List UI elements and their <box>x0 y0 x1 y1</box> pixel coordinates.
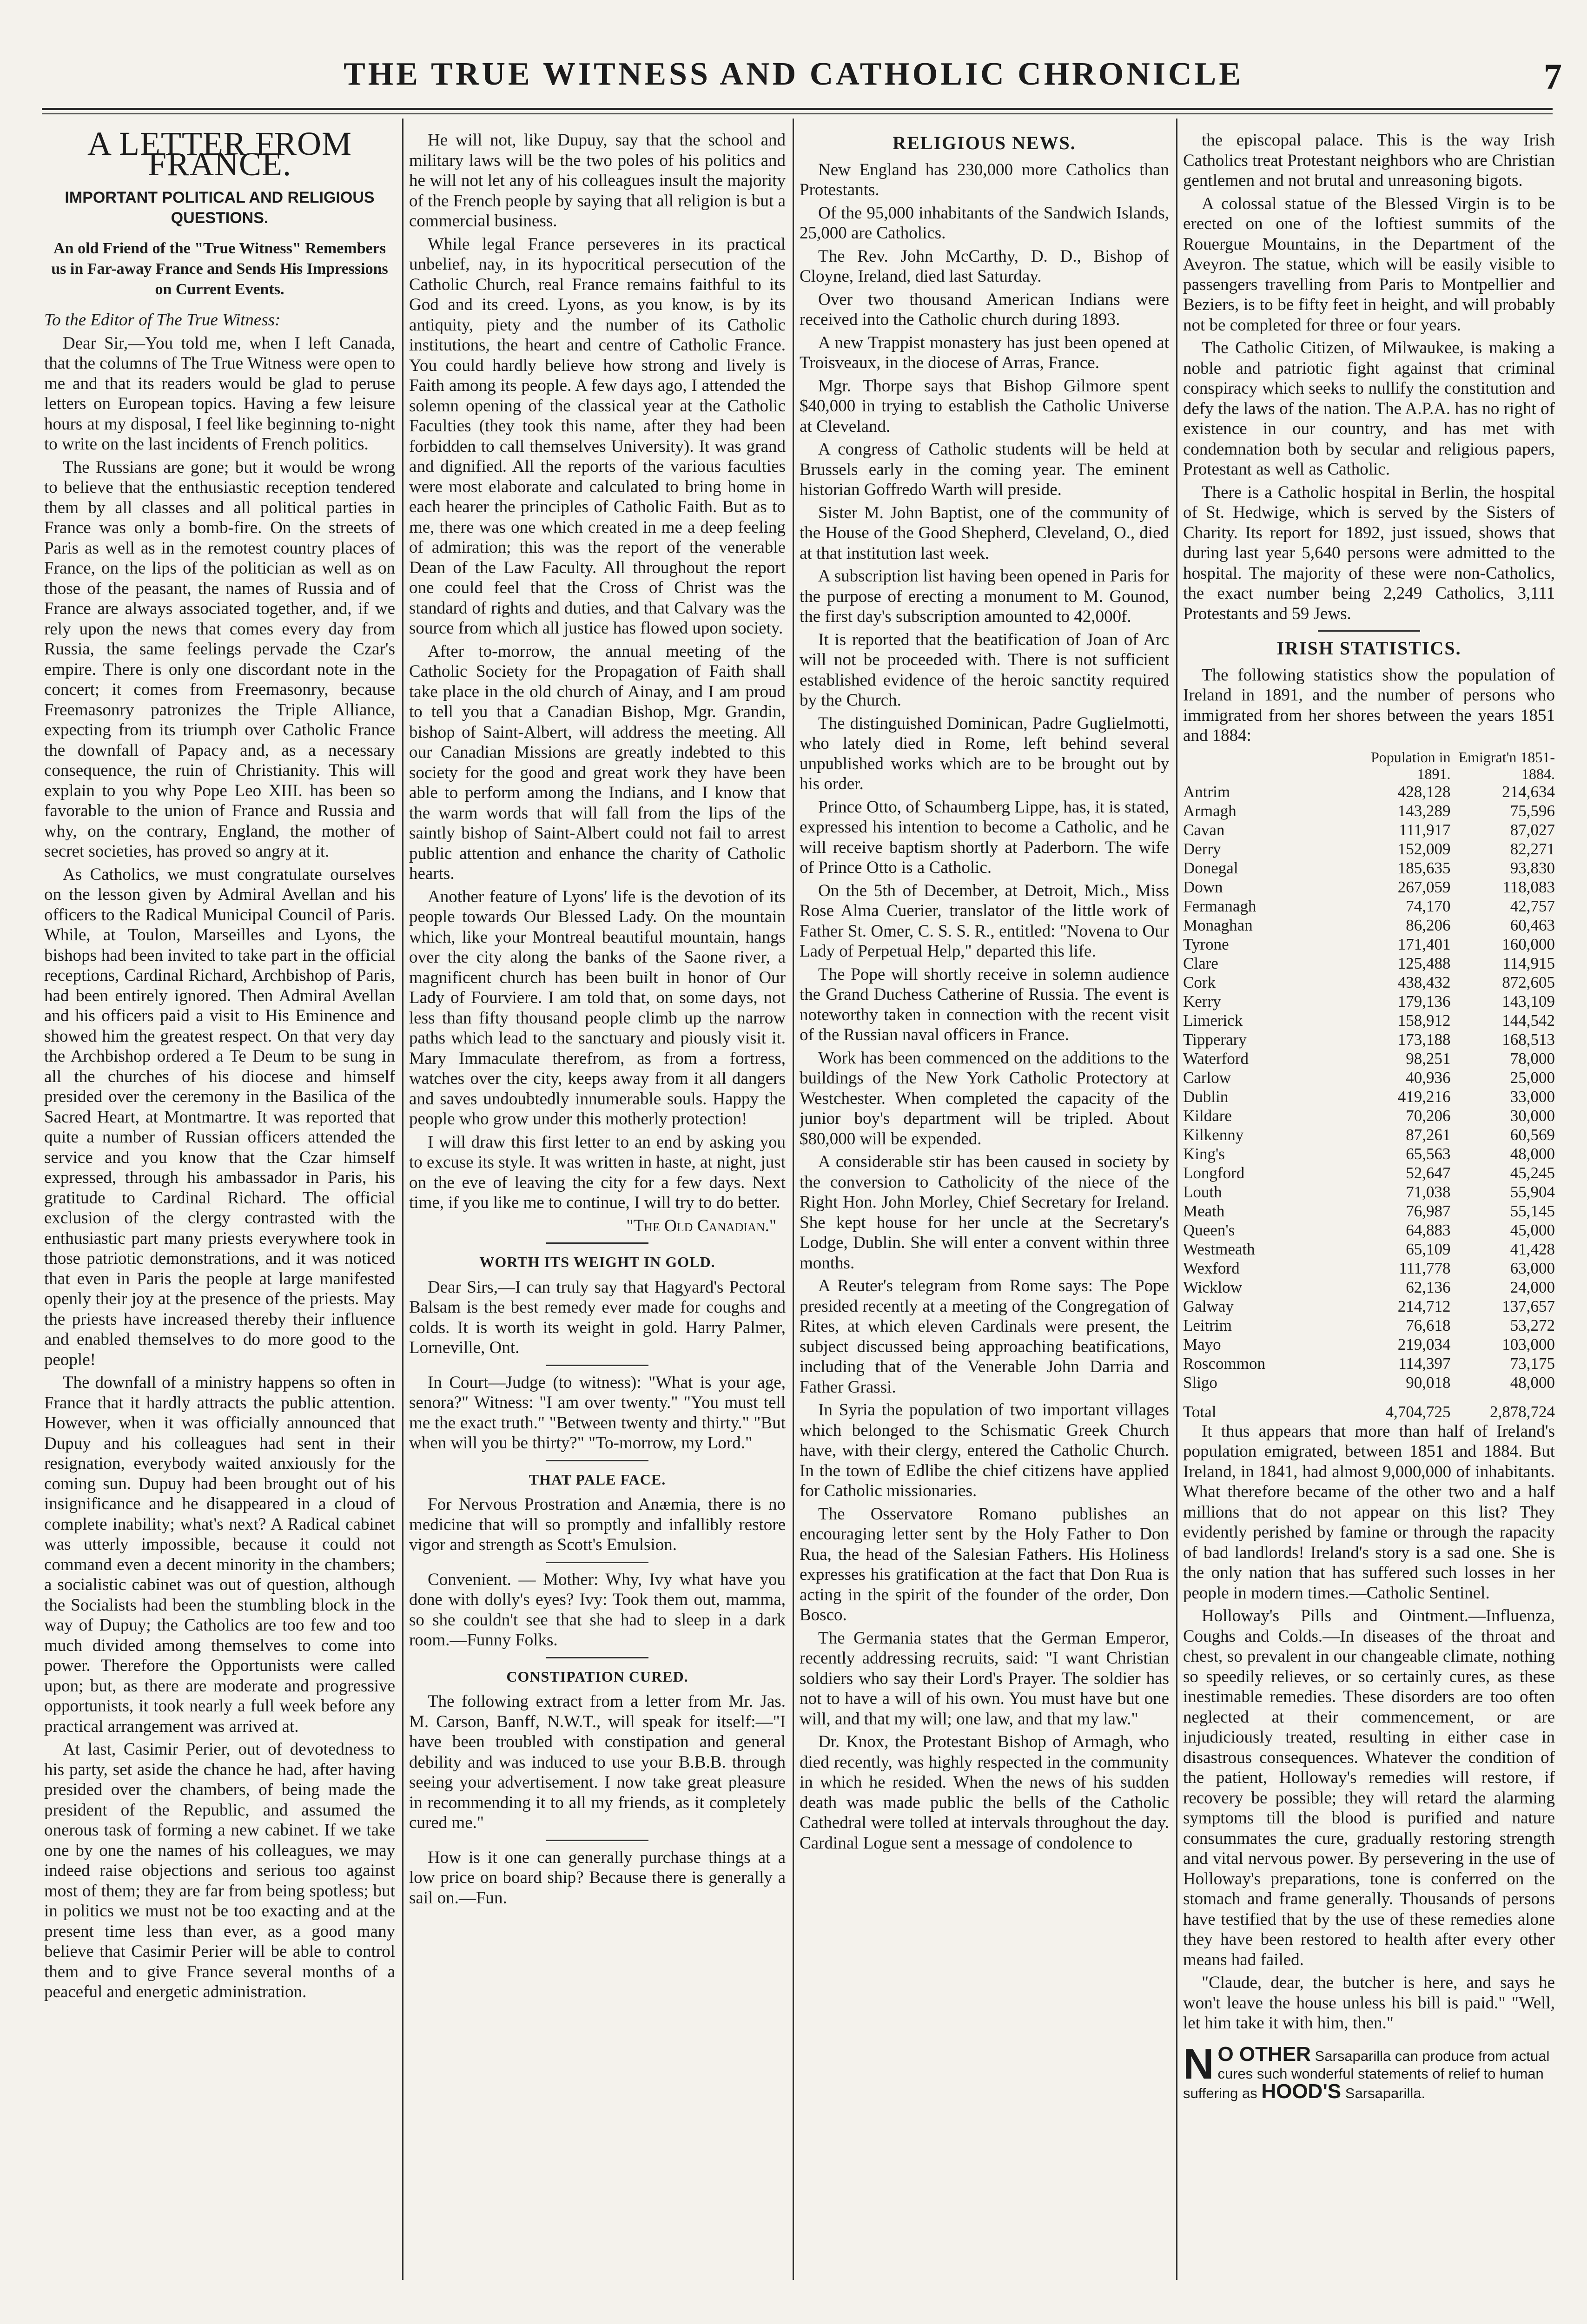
population-cell: 98,251 <box>1406 1049 1451 1068</box>
news-item: In Syria the population of two important villages which belonged to the Schismatic Greek Church have, with their clergy, entered the Catholic Church. In the town of Edlibe the chief citizens have applied for Catholic missionaries. <box>800 1400 1169 1500</box>
county-cell: Sligo <box>1183 1373 1217 1392</box>
stats-intro: The following statistics show the population of Ireland in 1891, and the number of persons who immigrated from her shores between the years 1851 and 1884: <box>1183 665 1555 745</box>
emigration-cell: 160,000 <box>1502 935 1555 953</box>
news-item: There is a Catholic hospital in Berlin, the hospital of St. Hedwige, which is served by the Sisters of Charity. Its report for 1892, just issued, shows that during last year 5,640 persons were admitted to the hospital. The majority of these were non-Catholics, the exact number being 2,249 Catholics, 3,111 Protestants and 59 Jews. <box>1183 482 1555 623</box>
emigration-cell: 53,272 <box>1510 1316 1555 1334</box>
emigration-cell: 2,878,724 <box>1490 1402 1555 1421</box>
population-cell: 438,432 <box>1397 973 1451 991</box>
population-cell: 64,883 <box>1406 1221 1451 1239</box>
article-paragraph: As Catholics, we must congratulate ourselves on the lesson given by Admiral Avellan and his officers to the Radical Municipal Council of Paris. While, at Toulon, Marseilles and Lyons, the bishops had been invited to take part in the official receptions, Cardinal Richard, Archbishop of Paris, had been entirely ignored. Then Admiral Avellan and his officers paid a visit to His Eminence and showed him the greatest respect. On that very day the Archbishop ordered a Te Deum to be sung in all the churches of his diocese and himself presided over the ceremony in the Basilica of the Sacred Heart, at Montmartre. It was reported that quite a number of Russian officers attended the service and you know that the Czar himself expressed, through his ambassador in Paris, his gratitude to Cardinal Richard. The official exclusion of the clergy contrasted with the enthusiastic part many priests everywhere took in those patriotic demonstrations, and it was noticed that even in Paris the people at large manifested openly their joy at the presence of the priests. May the priests have increased thereby their influence and enabled themselves to do more good to the people! <box>44 865 395 1369</box>
deck: An old Friend of the "True Witness" Remembers us in Far-away France and Sends His Impressions on Current Events. <box>51 240 388 298</box>
column-2 <box>409 130 786 2287</box>
news-item: The Germania states that the German Emperor, recently addressing recruits, said: "I want Christian soldiers who say their Lord's Prayer. The soldier has not to have a will of his own. You must have but one will, and that my will; one law, and that my law." <box>800 1628 1169 1729</box>
emigration-cell: 93,830 <box>1510 858 1555 877</box>
county-cell: Galway <box>1183 1297 1234 1315</box>
emigration-cell: 214,634 <box>1502 782 1555 801</box>
table-row <box>1183 1240 1555 1259</box>
county-cell: King's <box>1183 1144 1225 1163</box>
county-cell: Limerick <box>1183 1011 1243 1030</box>
table-row <box>1183 820 1555 839</box>
short-items <box>409 1252 786 1908</box>
population-cell: 158,912 <box>1397 1011 1451 1030</box>
county-cell: Carlow <box>1183 1068 1231 1087</box>
table-row <box>1183 1373 1555 1392</box>
ad-brand: HOOD'S <box>1261 2080 1342 2103</box>
emigration-cell: 75,596 <box>1510 801 1555 820</box>
divider <box>1318 630 1420 632</box>
news-item: The Pope will shortly receive in solemn audience the Grand Duchess Catherine of Russia. The event is noteworthy taken in connection with the recent visit of the Russian naval officers in France. <box>800 964 1169 1044</box>
population-cell: 111,917 <box>1399 820 1451 839</box>
news-item: Over two thousand American Indians were received into the Catholic church during 1893. <box>800 290 1169 329</box>
emigration-cell: 55,145 <box>1510 1202 1555 1220</box>
county-cell: Roscommon <box>1183 1354 1265 1373</box>
emigration-cell: 63,000 <box>1510 1259 1555 1277</box>
emigration-cell: 144,542 <box>1502 1011 1555 1030</box>
item-text: Dear Sirs,—I can truly say that Hagyard's Pectoral Balsam is the best remedy ever made for coughs and colds. It is worth its weight in gold. Harry Palmer, Lorneville, Ont. <box>409 1277 786 1357</box>
population-cell: 86,206 <box>1406 916 1451 934</box>
item-heading: THAT PALE FACE. <box>529 1471 666 1488</box>
population-cell: 65,563 <box>1406 1144 1451 1163</box>
emigration-cell: 48,000 <box>1510 1373 1555 1392</box>
ad-lead: O OTHER <box>1217 2042 1311 2066</box>
headline: A LETTER FROM FRANCE. <box>87 130 352 183</box>
table-row <box>1183 858 1555 878</box>
news-item: A colossal statue of the Blessed Virgin is to be erected on one of the loftiest summits of the Rouergue Mountains, in the Department of the Aveyron. The statue, which will be easily visible to passengers travelling from Paris to Montpellier and Beziers, is to be fifty feet in height, and will probably not be completed for three or four years. <box>1183 194 1555 335</box>
news-item: A new Trappist monastery has just been opened at Troisveaux, in the diocese of Arras, France. <box>800 333 1169 372</box>
population-cell: 171,401 <box>1397 935 1451 953</box>
county-cell: Fermanagh <box>1183 897 1256 915</box>
article-paragraph: After to-morrow, the annual meeting of the Catholic Society for the Propagation of Faith shall take place in the old church of Ainay, and I am proud to tell you that a Canadian Bishop, Mgr. Grandin, bishop of Saint-Albert, will address the meeting. All our Canadian Missions are greatly indebted to this society for the good and great work they have been able to perform among the Indians, and I know that the warm words that will fall from the lips of the saintly bishop of Saint-Albert could not fail to arrest public attention and enhance the charity of Catholic hearts. <box>409 641 786 883</box>
masthead-rule-thin <box>42 113 1553 114</box>
county-cell: Leitrim <box>1183 1316 1232 1334</box>
page-mark: 7 <box>1544 56 1565 97</box>
county-cell: Queen's <box>1183 1221 1235 1239</box>
divider <box>546 1365 648 1366</box>
emigration-cell: 41,428 <box>1510 1240 1555 1258</box>
county-cell: Cavan <box>1183 820 1225 839</box>
population-cell: 179,136 <box>1397 992 1451 1010</box>
county-cell: Westmeath <box>1183 1240 1255 1258</box>
population-cell: 70,206 <box>1406 1106 1451 1125</box>
county-cell: Antrim <box>1183 782 1230 801</box>
table-row <box>1183 1182 1555 1202</box>
column-3 <box>800 130 1169 2287</box>
news-item: A considerable stir has been caused in society by the conversion to Catholicity of the niece of the Right Hon. John Morley, Chief Secretary for Ireland. She kept house for her uncle at the Secretary's Lodge, Dublin. She will enter a convent within three months. <box>800 1152 1169 1273</box>
item-text: The following extract from a letter from Mr. Jas. M. Carson, Banff, N.W.T., will speak for itself:—"I have been troubled with constipation and general debility and was induced to use your B.B.B. through seeing your advertisement. I now take great pleasure in recommending it to all my friends, as it completely cured me." <box>409 1692 786 1832</box>
emigration-cell: 137,657 <box>1502 1297 1555 1315</box>
news-item: Prince Otto, of Schaumberg Lippe, has, it is stated, expressed his intention to become a Catholic, and he will receive baptism shortly at Paderborn. The wife of Prince Otto is a Catholic. <box>800 797 1169 877</box>
salutation: To the Editor of The True Witness: <box>44 310 281 330</box>
county-cell: Donegal <box>1183 858 1238 877</box>
emigration-cell: 168,513 <box>1502 1030 1555 1049</box>
news-item: Work has been commenced on the additions to the buildings of the New York Catholic Protectory at Westchester. When completed the capacity of the junior boy's department will be tripled. About $80,000 will be expended. <box>800 1048 1169 1149</box>
table-row <box>1183 1202 1555 1221</box>
news-item: The Osservatore Romano publishes an encouraging letter sent by the Holy Father to Don Rua, the head of the Salesian Fathers. His Holiness expresses his gratification at the fact that Don Rua is acting in the spirit of the founder of the order, Don Bosco. <box>800 1504 1169 1624</box>
news-item: A subscription list having been opened in Paris for the purpose of erecting a monument to M. Gounod, the first day's subscription amounted to 42,000f. <box>800 567 1169 626</box>
table-row <box>1183 878 1555 897</box>
population-cell: 62,136 <box>1406 1278 1451 1296</box>
population-cell: 219,034 <box>1397 1335 1451 1353</box>
news-item: A Reuter's telegram from Rome says: The Pope presided recently at a meeting of the Congregation of Rites, at which eleven Cardinals were present, the subject discussed being approaching beatifications, including that of the Venerable John Darria and Father Grassi. <box>800 1276 1169 1397</box>
masthead-title: THE TRUE WITNESS AND CATHOLIC CHRONICLE <box>344 56 1243 92</box>
news-item: On the 5th of December, at Detroit, Mich., Miss Rose Alma Cuerier, translator of the little work of Father St. Omer, C. S. S. R., entitled: "Novena to Our Lady of Perpetual Help," departed this life. <box>800 881 1169 961</box>
table-row <box>1183 1278 1555 1297</box>
population-cell: 90,018 <box>1406 1373 1451 1392</box>
column-1 <box>44 130 395 2287</box>
column-header-emigration: Emigrat'n 1851-1884. <box>1458 748 1555 782</box>
emigration-cell: 60,463 <box>1510 916 1555 934</box>
column-rule <box>793 119 794 2280</box>
emigration-cell: 872,605 <box>1502 973 1555 991</box>
item-text: In Court—Judge (to witness): "What is your age, senora?" Witness: "I am over twenty." "You must tell me the exact truth." "Between twenty and thirty." "But when will you be thirty?" "To-morrow, my Lord." <box>409 1373 786 1452</box>
news-item: Dr. Knox, the Protestant Bishop of Armagh, who died recently, was highly respected in the community in which he resided. When the news of his sudden death was made public the bells of the Catholic Cathedral were tolled at intervals throughout the day. Cardinal Logue sent a message of condolence to <box>800 1732 1169 1853</box>
population-cell: 114,397 <box>1398 1354 1451 1373</box>
statistics-table <box>1183 749 1555 1421</box>
subhead: IMPORTANT POLITICAL AND RELIGIOUS QUESTIONS. <box>65 189 375 227</box>
ad-text: Sarsaparilla can produce from actual cures such wonderful statements of relief to human suffering as <box>1183 2047 1550 2101</box>
news-item: Sister M. John Baptist, one of the community of the House of the Good Shepherd, Cleveland, O., died at that institution last week. <box>800 503 1169 563</box>
emigration-cell: 87,027 <box>1510 820 1555 839</box>
population-cell: 428,128 <box>1397 782 1451 801</box>
county-cell: Waterford <box>1183 1049 1249 1068</box>
county-cell: Louth <box>1183 1182 1222 1201</box>
column-4 <box>1183 130 1555 2287</box>
table-row <box>1183 1125 1555 1144</box>
table-row <box>1183 1144 1555 1163</box>
news-item: "Claude, dear, the butcher is here, and says he won't leave the house unless his bill is paid." "Well, let him take it with him, then." <box>1183 1973 1555 2033</box>
table-row <box>1183 1030 1555 1049</box>
news-item: The distinguished Dominican, Padre Guglielmotti, who lately died in Rome, left behind several unpublished works which are to be brought out by his order. <box>800 713 1169 793</box>
population-cell: 214,712 <box>1397 1297 1451 1315</box>
news-item: the episcopal palace. This is the way Irish Catholics treat Protestant neighbors who are Christian gentlemen and not brutal and unreasoning bigots. <box>1183 131 1555 190</box>
county-cell: Kilkenny <box>1183 1125 1244 1144</box>
column-rule <box>402 119 403 2280</box>
emigration-cell: 45,000 <box>1510 1221 1555 1239</box>
column-header-population: Population in 1891. <box>1370 748 1451 782</box>
county-cell: Derry <box>1183 839 1221 858</box>
population-cell: 74,170 <box>1406 897 1451 915</box>
table-row <box>1183 1049 1555 1068</box>
article-paragraph: Dear Sir,—You told me, when I left Canada, that the columns of The True Witness were open to me and that its readers would be glad to peruse letters on European topics. Having a few leisure hours at my disposal, I feel like beginning to-night to write on the last incidents of French politics. <box>44 333 395 454</box>
divider <box>546 1460 648 1461</box>
table-row <box>1183 1087 1555 1106</box>
ad-tail: Sarsaparilla. <box>1345 2085 1426 2101</box>
table-row <box>1183 1316 1555 1335</box>
county-cell: Clare <box>1183 954 1218 972</box>
county-cell: Wicklow <box>1183 1278 1242 1296</box>
emigration-cell: 60,569 <box>1510 1125 1555 1144</box>
population-cell: 111,778 <box>1399 1259 1451 1277</box>
table-row <box>1183 1106 1555 1125</box>
emigration-cell: 25,000 <box>1510 1068 1555 1087</box>
county-cell: Down <box>1183 878 1223 896</box>
stats-heading: IRISH STATISTICS. <box>1276 638 1461 659</box>
closing-paragraphs <box>1183 1421 1555 2034</box>
emigration-cell: 24,000 <box>1510 1278 1555 1296</box>
table-row <box>1183 782 1555 801</box>
county-cell: Monaghan <box>1183 916 1253 934</box>
table-row <box>1183 801 1555 820</box>
population-cell: 173,188 <box>1397 1030 1451 1049</box>
news-item: It thus appears that more than half of Ireland's population emigrated, between 1851 and 1884. But Ireland, in 1841, had almost 9,000,000 of inhabitants. What therefore became of the other two and a half millions that do not appear on this list? They evidently perished by famine or through the rapacity of bad landlords! Ireland's story is a sad one. She is the only nation that has suffered such losses in her people in modern times.—Catholic Sentinel. <box>1183 1421 1555 1603</box>
section-heading: RELIGIOUS NEWS. <box>893 132 1076 153</box>
table-row <box>1183 839 1555 858</box>
table-row <box>1183 1297 1555 1316</box>
table-row <box>1183 1221 1555 1240</box>
emigration-cell: 42,757 <box>1510 897 1555 915</box>
table-header-row <box>1183 749 1555 782</box>
emigration-cell: 82,271 <box>1510 839 1555 858</box>
article-paragraph: While legal France perseveres in its practical unbelief, nay, in its hypocritical persecution of the Catholic Church, real France remains faithful to its God and its creed. Lyons, as you know, is by its antiquity, piety and the number of its Catholic institutions, the heart and centre of Catholic France. You could hardly believe how strong and lively is Faith among its people. A few days ago, I attended the solemn opening of the classical year at the Catholic Faculties (they took this name, after they had been forbidden to call themselves University). It was grand and dignified. All the reports of the various faculties were most elaborate and calculated to bring home in each hearer the principles of Catholic Faith. But as to me, there was one which created in me a deep feeling of admiration; this was the report of the venerable Dean of the Law Faculty. All throughout the report one could feel that the Cross of Christ was the standard of rights and duties, and that Calvary was the source from which all justice has flowed upon society. <box>409 234 786 638</box>
table-row <box>1183 954 1555 973</box>
article-paragraph: Another feature of Lyons' life is the devotion of its people towards Our Blessed Lady. On the mountain which, like your Montreal beautiful mountain, hangs over the city along the banks of the Saone river, a magnificent church has been built in honor of Our Lady of Fourviere. I am told that, on some days, not less than fifty thousand people climb up the narrow paths which lead to the sanctuary and piously visit it. Mary Immaculate therefrom, as from a fortress, watches over the city, keeps away from it all dangers and saves undoubtedly innumerable souls. Happy the people who grow under this motherly protection! <box>409 887 786 1129</box>
population-cell: 267,059 <box>1397 878 1451 896</box>
county-cell: Tipperary <box>1183 1030 1247 1049</box>
article-body <box>44 333 395 2002</box>
table-row <box>1183 1354 1555 1373</box>
table-row <box>1183 1335 1555 1354</box>
population-cell: 40,936 <box>1406 1068 1451 1087</box>
emigration-cell: 45,245 <box>1510 1163 1555 1182</box>
population-cell: 185,635 <box>1397 858 1451 877</box>
population-cell: 152,009 <box>1397 839 1451 858</box>
population-cell: 125,488 <box>1397 954 1451 972</box>
emigration-cell: 30,000 <box>1510 1106 1555 1125</box>
news-item: The Catholic Citizen, of Milwaukee, is making a noble and patriotic fight against that criminal conspiracy which seeks to nullify the constitution and defy the laws of the nation. The A.P.A. has no right of existence in our country, and has met with condemnation both by secular and religious papers, Protestant as well as Catholic. <box>1183 338 1555 479</box>
masthead <box>0 56 1587 112</box>
emigration-cell: 48,000 <box>1510 1144 1555 1163</box>
population-cell: 4,704,725 <box>1385 1402 1451 1421</box>
emigration-cell: 78,000 <box>1510 1049 1555 1068</box>
religious-news-list <box>800 160 1169 1854</box>
table-row <box>1183 973 1555 992</box>
population-cell: 71,038 <box>1406 1182 1451 1201</box>
table-row <box>1183 935 1555 954</box>
item-text: How is it one can generally purchase things at a low price on board ship? Because there is generally a sail on.—Fun. <box>409 1848 786 1908</box>
emigration-cell: 114,915 <box>1502 954 1555 972</box>
county-cell: Longford <box>1183 1163 1245 1182</box>
county-cell: Mayo <box>1183 1335 1221 1353</box>
table-row <box>1183 916 1555 935</box>
news-item: It is reported that the beatification of Joan of Arc will not be proceeded with. There is not sufficient established evidence of the heroic sanctity required by the Church. <box>800 630 1169 710</box>
news-item: Of the 95,000 inhabitants of the Sandwich Islands, 25,000 are Catholics. <box>800 203 1169 243</box>
emigration-cell: 143,109 <box>1502 992 1555 1010</box>
news-continued <box>1183 130 1555 624</box>
emigration-cell: 73,175 <box>1510 1354 1555 1373</box>
divider <box>546 1840 648 1841</box>
ad-drop-cap: N <box>1183 2040 1214 2088</box>
news-item: Holloway's Pills and Ointment.—Influenza, Coughs and Colds.—In diseases of the throat and chest, so prevalent in our changeable climate, nothing so speedily relieves, or so certainly cures, as these inestimable remedies. These disorders are too often neglected at their commencement, or are injudiciously treated, resulting in either case in disastrous consequences. Whatever the condition of the patient, Holloway's remedies will restore, if recovery be possible; they will retard the alarming symptoms till the blood is purified and nature consummates the cure, gradually restoring strength and vital nervous power. By persevering in the use of Holloway's preparations, tone is conferred on the stomach and frame generally. Thousands of persons have testified that by the use of these remedies alone they have been restored to health after every other means had failed. <box>1183 1606 1555 1969</box>
item-text: Convenient. — Mother: Why, Ivy what have you done with dolly's eyes? Ivy: Took them out, mamma, so she couldn't see that she had to sleep in a dark room.—Funny Folks. <box>409 1570 786 1650</box>
hoods-advertisement <box>1183 2040 1555 2103</box>
emigration-cell: 118,083 <box>1502 878 1555 896</box>
population-cell: 52,647 <box>1406 1163 1451 1182</box>
county-cell: Meath <box>1183 1202 1225 1220</box>
emigration-cell: 33,000 <box>1510 1087 1555 1106</box>
divider <box>546 1657 648 1658</box>
emigration-cell: 55,904 <box>1510 1182 1555 1201</box>
county-cell: Total <box>1183 1402 1217 1421</box>
article-paragraph: He will not, like Dupuy, say that the school and military laws will be the two poles of his politics and he will not let any of his colleagues insult the majority of the French people by saying that all religion is but a commercial business. <box>409 131 786 231</box>
population-cell: 76,618 <box>1406 1316 1451 1334</box>
county-cell: Kerry <box>1183 992 1221 1010</box>
article-paragraph: At last, Casimir Perier, out of devotedness to his party, set aside the chance he had, after having presided over the chambers, of being made the president of the Republic, and assumed the onerous task of forming a new cabinet. If we take one by one the names of his colleagues, we may indeed raise objections and serious too against most of them; they are far from being spotless; but in politics we must not be too exacting and at the present time less than ever, as a good many believe that Casimir Perier will be able to control them and to give France several months of a peaceful and energetic administration. <box>44 1740 395 2001</box>
signature: "The Old Canadian." <box>626 1216 776 1235</box>
table-row <box>1183 1068 1555 1087</box>
table-row <box>1183 992 1555 1011</box>
population-cell: 87,261 <box>1406 1125 1451 1144</box>
table-row <box>1183 1259 1555 1278</box>
news-item: New England has 230,000 more Catholics than Protestants. <box>800 160 1169 199</box>
article-paragraph: The downfall of a ministry happens so often in France that it hardly attracts the public attention. However, when it was officially announced that Dupuy and his colleagues had sent in their resignation, everybody waited anxiously for the coming sun. Dupuy had been brought out of his insignificance and he disappeared in a cloud of complete inability; what's next? A Radical cabinet was utterly impossible, because it could not command even a decent minority in the chambers; a socialistic cabinet was out of question, although the Socialists had been the stumbling block in the way of Dupuy; the Catholics are too few and too much divided among themselves to come into power. Therefore the Opportunists were called upon; but, as there are moderate and progressive opportunists, it took nearly a full week before any practical arrangement was arrived at. <box>44 1373 395 1736</box>
masthead-rule <box>42 108 1553 110</box>
county-cell: Armagh <box>1183 801 1237 820</box>
news-item: The Rev. John McCarthy, D. D., Bishop of Cloyne, Ireland, died last Saturday. <box>800 246 1169 286</box>
article-paragraph: The Russians are gone; but it would be wrong to believe that the enthusiastic reception tendered them by all classes and all political parties in France was only a bomb-fire. On the streets of Paris as well as in the remotest country places of France, on the lips of the politician as well as on those of the peasant, the names of Russia and of France are always associated together, and, if we rely upon the news that comes every day from Russia, the same feelings pervade the Czar's empire. There is only one discordant note in the concert; it comes from Freemasonry, because Freemasonry patronizes the Triple Alliance, expecting from its triumph over Catholic France the downfall of Papacy and, as a necessary consequence, the ruin of Christianity. This will explain to you why Pope Leo XIII. has been so favorable to the union of France and Russia and why, on the contrary, England, the mother of secret societies, has proved so angry at it. <box>44 457 395 861</box>
item-text: For Nervous Prostration and Anæmia, there is no medicine that will so promptly and infallibly restore vigor and strength as Scott's Emulsion. <box>409 1495 786 1554</box>
item-heading: WORTH ITS WEIGHT IN GOLD. <box>479 1254 715 1270</box>
population-cell: 419,216 <box>1397 1087 1451 1106</box>
county-cell: Tyrone <box>1183 935 1229 953</box>
article-paragraph: I will draw this first letter to an end by asking you to excuse its style. It was written in haste, at night, just on the eve of leaving the city for a few days. Next time, if you like me to continue, I will try to do better. <box>409 1132 786 1212</box>
table-row <box>1183 1163 1555 1182</box>
divider <box>546 1562 648 1563</box>
news-item: A congress of Catholic students will be held at Brussels early in the coming year. The eminent historian Goffredo Warth will preside. <box>800 440 1169 499</box>
population-cell: 65,109 <box>1406 1240 1451 1258</box>
county-cell: Kildare <box>1183 1106 1232 1125</box>
divider <box>546 1242 648 1244</box>
news-item: Mgr. Thorpe says that Bishop Gilmore spent $40,000 in trying to establish the Catholic Universe at Cleveland. <box>800 376 1169 436</box>
table-total-row <box>1183 1392 1555 1421</box>
table-row <box>1183 1011 1555 1030</box>
county-cell: Wexford <box>1183 1259 1240 1277</box>
article-body-continued <box>409 130 786 1213</box>
emigration-cell: 103,000 <box>1502 1335 1555 1353</box>
column-rule <box>1176 119 1177 2280</box>
item-heading: CONSTIPATION CURED. <box>506 1668 688 1685</box>
population-cell: 143,289 <box>1397 801 1451 820</box>
population-cell: 76,987 <box>1406 1202 1451 1220</box>
county-cell: Cork <box>1183 973 1216 991</box>
table-row <box>1183 897 1555 916</box>
county-cell: Dublin <box>1183 1087 1229 1106</box>
